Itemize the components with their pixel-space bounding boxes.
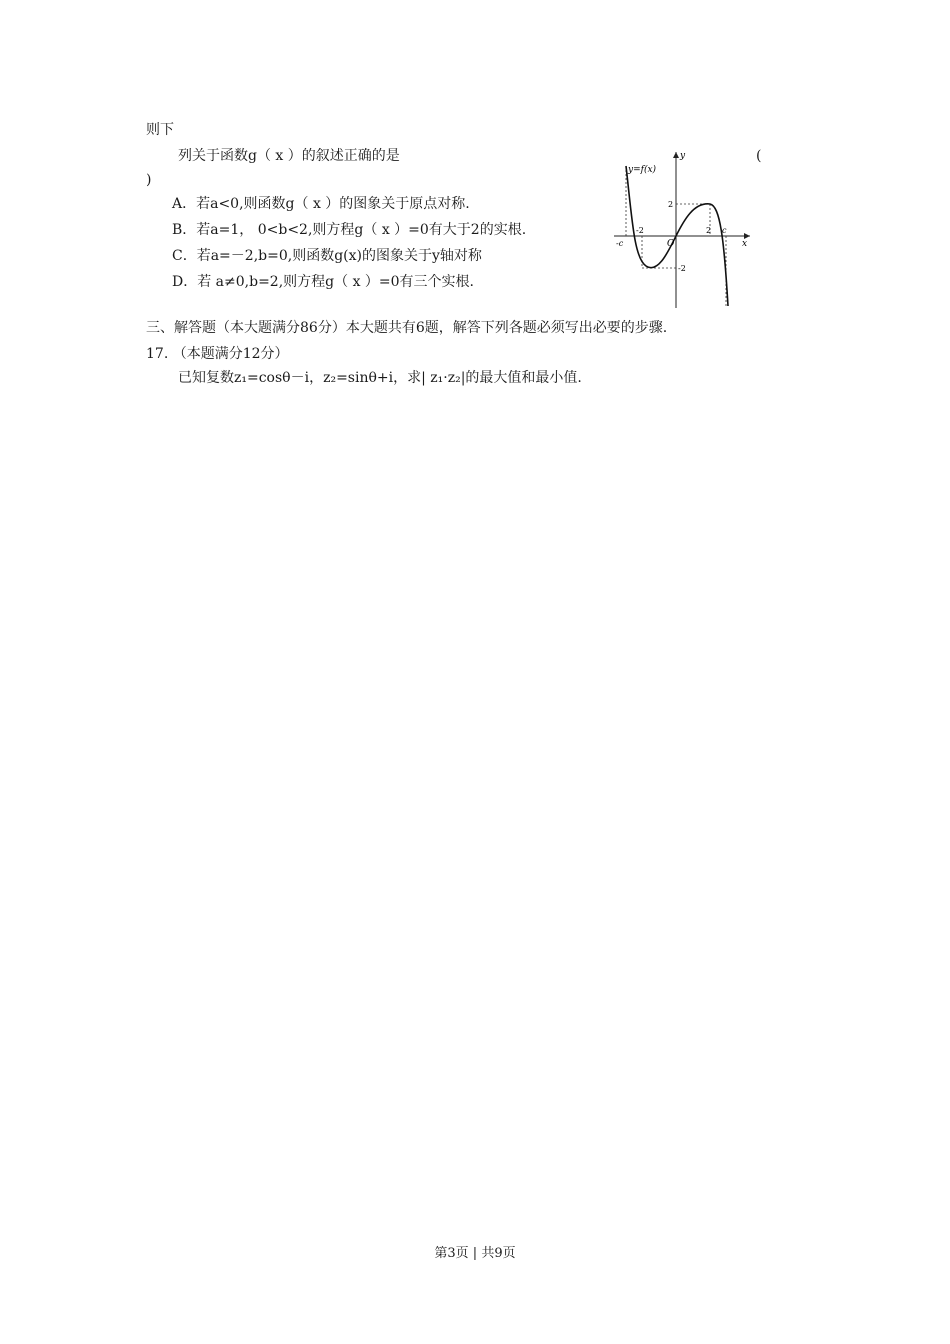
- question-17-body: 已知复数z₁=cosθ－i，z₂=sinθ+i，求| z₁·z₂|的最大值和最小值.: [178, 370, 582, 386]
- tick-x-2: 2: [706, 226, 712, 235]
- x-axis-label: x: [742, 239, 748, 249]
- function-graph: [610, 148, 760, 308]
- answer-paren-close: ): [146, 172, 152, 188]
- question-17-heading: 17. （本题满分12分）: [146, 346, 289, 362]
- tick-x-neg-c: -c: [616, 239, 624, 248]
- question-stem: 列关于函数g（ x ）的叙述正确的是: [178, 148, 400, 164]
- answer-paren-open: (: [756, 148, 762, 164]
- function-label: y=f(x): [628, 165, 657, 175]
- page-footer: 第3页 | 共9页: [434, 1246, 516, 1261]
- tick-y-2: 2: [668, 200, 674, 209]
- option-a: A．若a<0,则函数g（ x ）的图象关于原点对称.: [172, 196, 470, 212]
- option-d: D．若 a≠0,b=2,则方程g（ x ）=0有三个实根.: [172, 274, 475, 290]
- question-continuation: 则下: [146, 122, 174, 138]
- option-b: B．若a=1， 0<b<2,则方程g（ x ）=0有大于2的实根.: [172, 222, 527, 238]
- tick-x-neg2: -2: [636, 226, 644, 235]
- origin-label: O: [667, 239, 675, 249]
- y-axis-label: y: [680, 151, 686, 161]
- tick-x-c: c: [722, 226, 727, 235]
- section-heading: 三、解答题（本大题满分86分）本大题共有6题，解答下列各题必须写出必要的步骤.: [146, 320, 668, 336]
- tick-y-neg2: -2: [678, 264, 686, 273]
- option-c: C．若a=－2,b=0,则函数g(x)的图象关于y轴对称: [172, 248, 482, 264]
